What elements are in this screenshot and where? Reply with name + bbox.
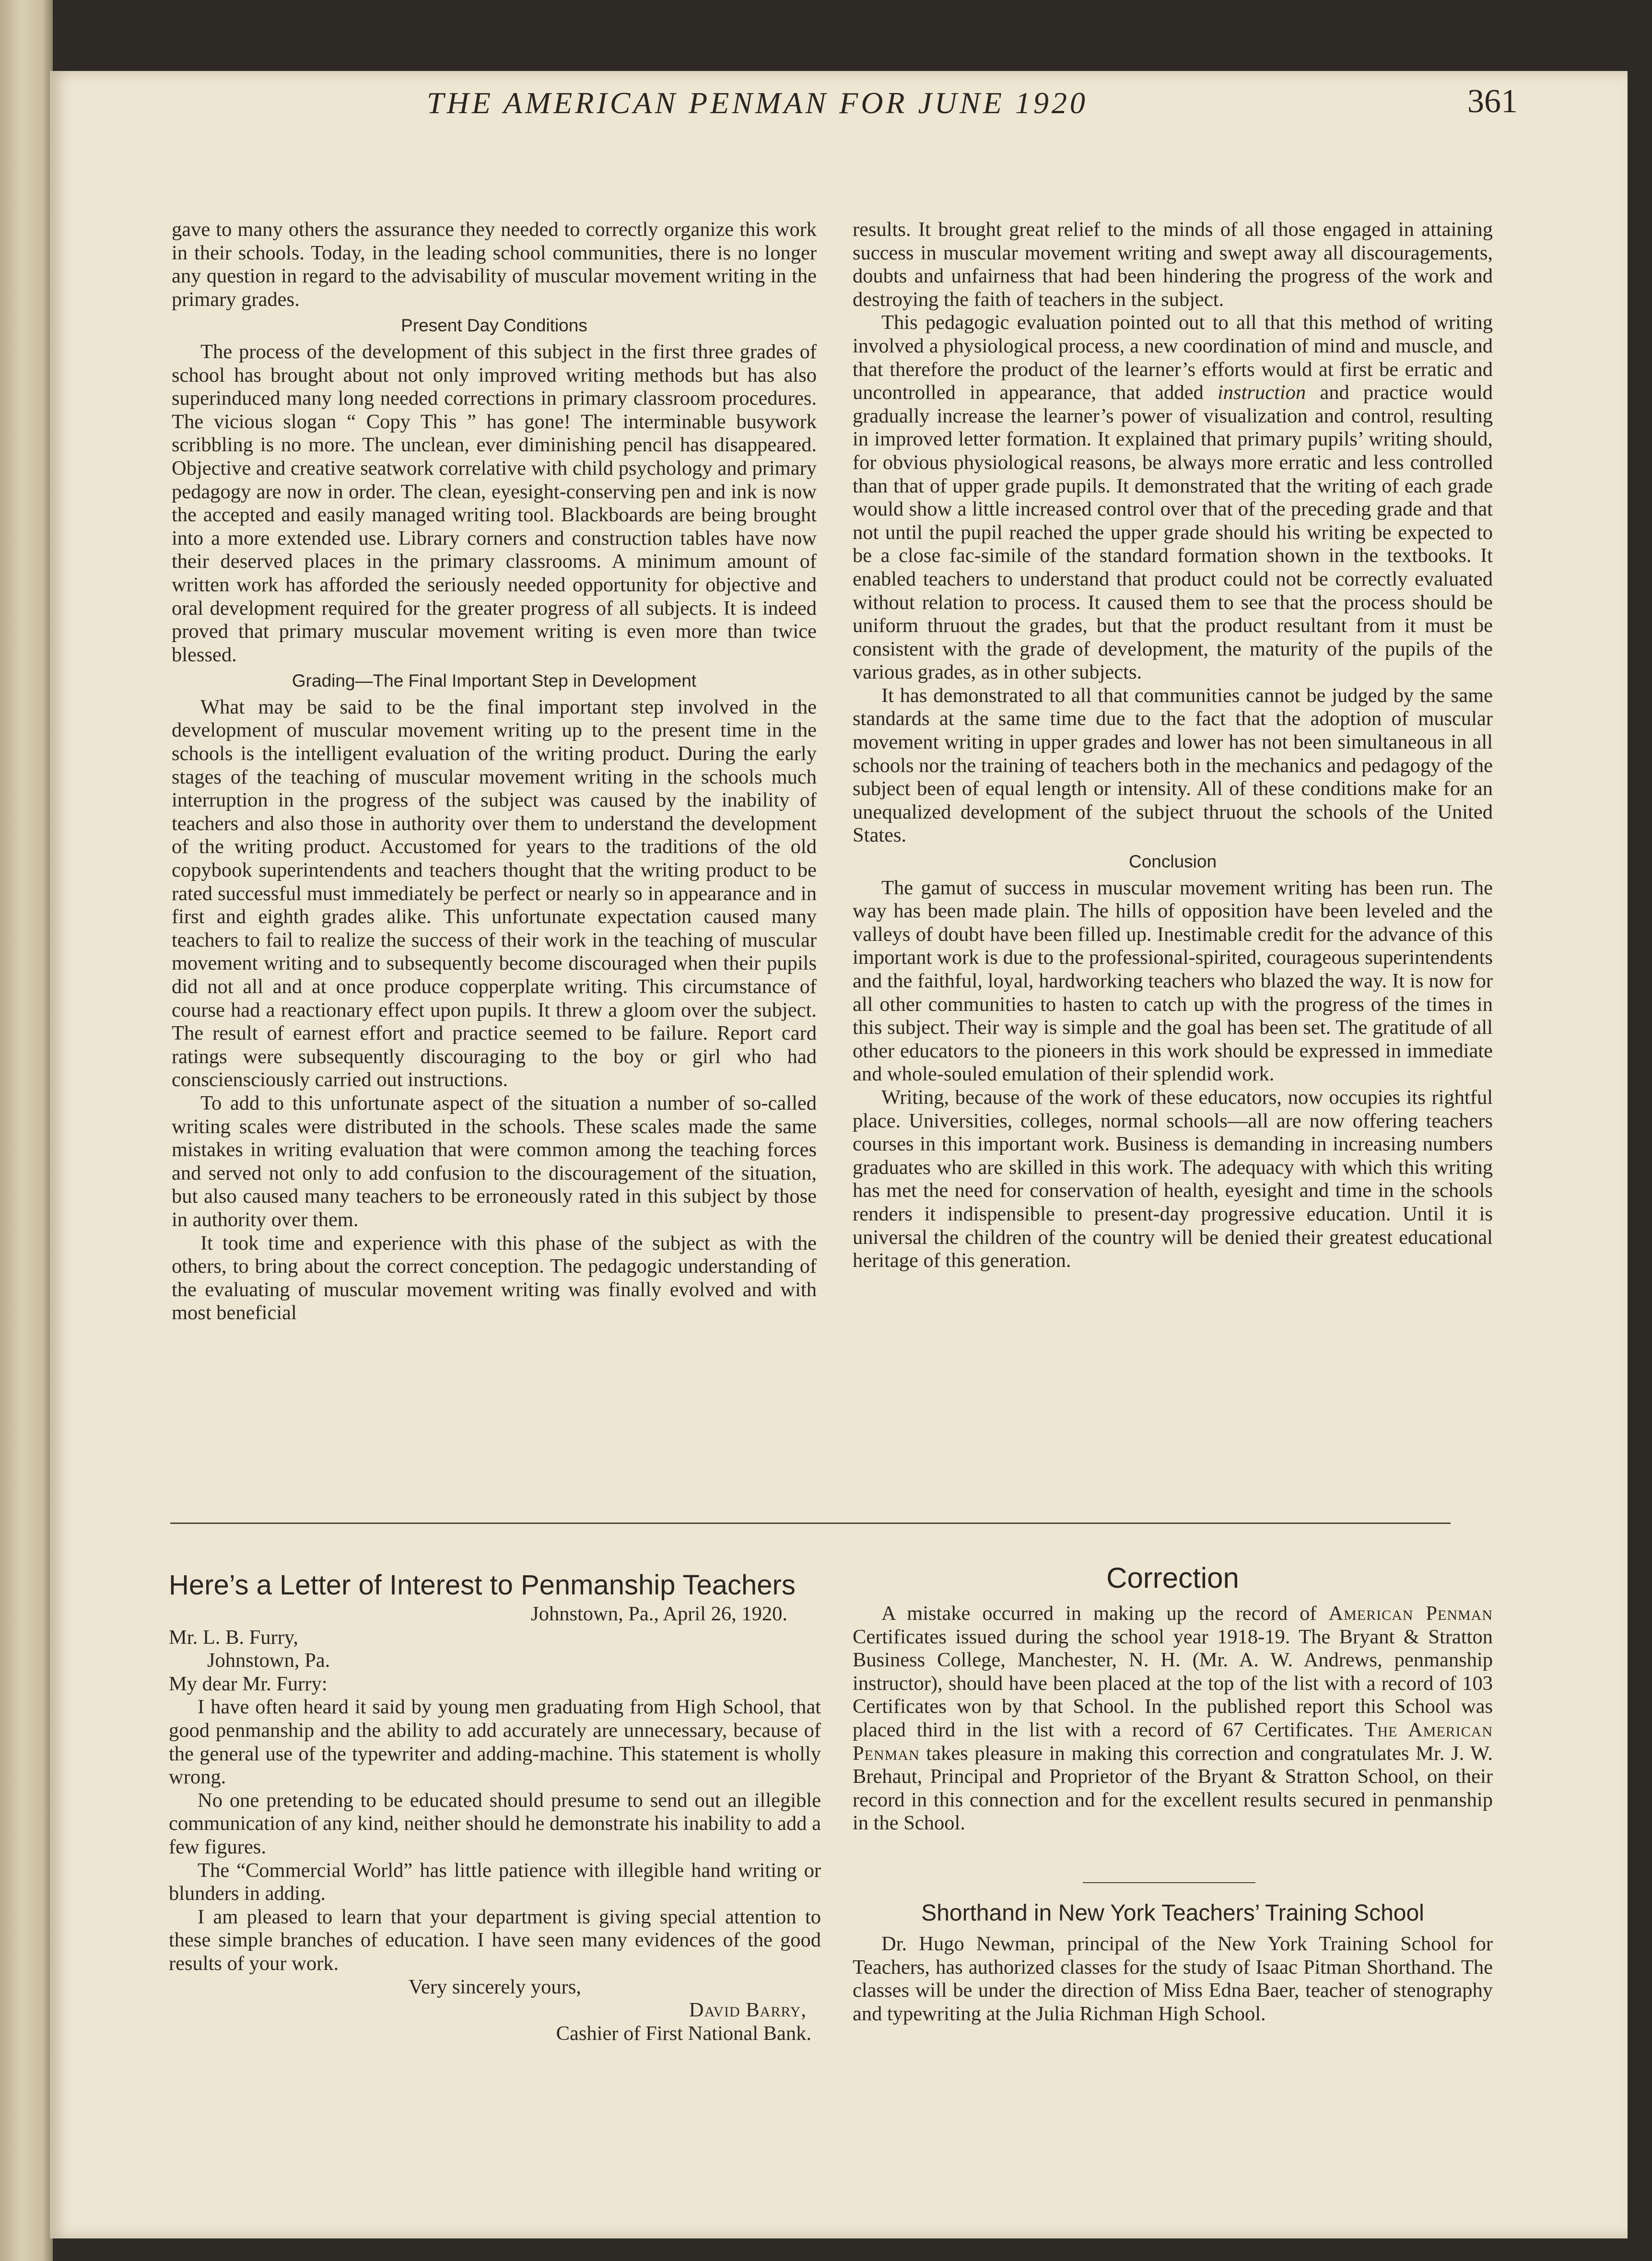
letter-closing: Very sincerely yours,	[409, 1975, 581, 1998]
text-run: This pedagogic evaluation pointed out to all that this method of writing involved a physiological process, a new coordination of mind and muscle, and that therefore the product of the learner’s efforts would at first be erratic and uncontrolled in appearance, that added	[853, 311, 1493, 404]
letter-salutation: My dear Mr. Furry:	[169, 1672, 328, 1695]
letter-signature: David Barry,	[689, 1999, 807, 2022]
correction-text	[853, 1602, 1493, 1835]
paragraph	[853, 311, 1493, 684]
publication-name: American Penman	[1328, 1602, 1493, 1625]
paragraph: What may be said to be the final important step involved in the development of muscular movement writing up to the present time in the schools is the intelligent evaluation of the writing product. During the early stages of the teaching of muscular movement writing in the schools much interruption in the progress of the subject was caused by the inability of teachers and also those in authority over them to understand the development of the writing product. Accustomed for years to the traditions of the old copybook superintendents and teachers thought that the writing product to be rated successful must immediately be perfect or nearly so in appearance and in first and eighth grades alike. This unfortunate expectation caused many teachers to fail to realize the success of their work in the teaching of muscular movement writing and to subsequently become discouraged when their pupils did not all and at once produce copperplate writing. This circumstance of course had a reactionary effect upon pupils. It threw a gloom over the subject. The result of earnest effort and practice seemed to be failure. Report card ratings were subsequently discouraging to the boy or girl who had consciensciously carried out instructions.	[172, 695, 817, 1091]
letter-paragraph: No one pretending to be educated should presume to send out an illegible communication of any kind, neither should he demonstrate his inability to add a few figures.	[169, 1789, 821, 1858]
paragraph: The gamut of success in muscular movement writing has been run. The way has been made plain. The hills of opposition have been leveled and the valleys of doubt have been filled up. Inestimable credit for the advance of this important work is due to the professional-spirited, courageous superintendents and the faithful, loyal, hardworking teachers who blazed the way. It is now for all other communities to hasten to catch up with the progress of the times in this subject. Their way is simple and the goal has been set. The gratitude of all other educators to the pioneers in this work should be expressed in immediate and whole-souled emulation of their splendid work.	[853, 876, 1493, 1086]
paragraph: It took time and experience with this phase of the subject as with the others, to bring about the correct conception. The pedagogic understanding of the evaluating of muscular movement writing was finally evolved and with most beneficial	[172, 1231, 817, 1324]
paragraph: It has demonstrated to all that communities cannot be judged by the same standards at the same time due to the fact that the adoption of muscular movement writing in upper grades and lower has not been simultaneous in all schools nor the training of teachers both in the mechanics and pedagogy of the subject been of equal length or intensity. All of these conditions make for an unequalized development of the subject thruout the schools of the United States.	[853, 684, 1493, 847]
letter-address: Johnstown, Pa.	[207, 1649, 330, 1672]
text-run: takes pleasure in making this correction and congratulates Mr. J. W. Brehaut, Principal and Proprietor of the Bryant & Stratton School, on their record in this connection and for the excellent results secured in penmanship in the School.	[853, 1742, 1493, 1835]
letter-title: Here’s a Letter of Interest to Penmanship Teachers	[169, 1570, 796, 1601]
subheading: Conclusion	[1128, 852, 1217, 872]
section-divider	[170, 1523, 1451, 1524]
text-run: and practice would gradually increase the learner’s power of visualization and control, resulting in improved letter formation. It explained that primary pupils’ writing should, for obvious physiological reasons, be always more erratic and less controlled than that of upper grade pupils. It demonstrated that the writing of each grade would show a little increased control over that of the preceding grade and that not until the pupil reached the upper grade should his writing be expected to be a close fac-simile of the standard formation shown in the textbooks. It enabled teachers to understand that product could not be correctly evaluated without relation to process. It caused them to see that the process should be uniform thruout the grades, but that the product resultant from it must be consistent with the grade of development, the maturity of the pupils of the various grades, as in other subjects.	[853, 381, 1493, 684]
running-title: THE AMERICAN PENMAN FOR JUNE 1920	[427, 86, 1088, 120]
paragraph: gave to many others the assurance they needed to correctly organize this work in their schools. Today, in the leading school communities, there is no longer any question in regard to the advisability of muscular movement writing in the primary grades.	[172, 218, 817, 311]
paragraph: results. It brought great relief to the minds of all those engaged in attaining success in muscular movement writing and swept away all discouragements, doubts and unfairness that had been hindering the progress of the work and destroying the faith of teachers in the subject.	[853, 218, 1493, 311]
paragraph: The process of the development of this subject in the first three grades of school has brought about not only improved writing methods but has also superinduced many long needed corrections in primary classroom procedures. The vicious slogan “ Copy This ” has gone! The interminable busywork scribbling is no more. The unclean, ever diminishing pencil has disappeared. Objective and creative seatwork correlative with child psychology and primary pedagogy are now in order. The clean, eyesight-conserving pen and ink is now the accepted and easily managed writing tool. Blackboards are being brought into a more extended use. Library corners and construction tables have now their deserved places in the primary classrooms. A minimum amount of written work has afforded the seriously needed opportunity for objective and oral development required for the greater progress of all subjects. It is indeed proved that primary muscular movement writing is even more than twice blessed.	[172, 340, 817, 666]
emphasis: instruction	[1218, 381, 1306, 404]
letter-paragraph: I am pleased to learn that your department is giving special attention to these simple branches of education. I have seen many evidences of the good results of your work.	[169, 1905, 821, 1975]
letter-paragraph: The “Commercial World” has little patience with illegible hand writing or blunders in adding.	[169, 1859, 821, 1905]
text-run: A mistake occurred in making up the record of	[881, 1602, 1329, 1625]
left-column	[172, 218, 817, 1325]
letter-addressee: Mr. L. B. Furry,	[169, 1626, 298, 1649]
letter-paragraph: I have often heard it said by young men graduating from High School, that good penmanship and the ability to add accurately are unnecessary, because of the general use of the typewriter and adding-machine. This statement is wholly wrong.	[169, 1696, 821, 1789]
shorthand-section	[853, 1899, 1493, 2026]
subheading: Grading—The Final Important Step in Development	[292, 671, 697, 691]
letter-signature-title: Cashier of First National Bank.	[556, 2022, 811, 2045]
subheading: Present Day Conditions	[401, 316, 587, 336]
book-spine	[0, 0, 53, 2261]
page-number: 361	[1467, 83, 1518, 120]
publication-name: The American Penman	[853, 1718, 1493, 1765]
correction-title: Correction	[1106, 1562, 1239, 1594]
correction-section	[853, 1561, 1493, 1835]
paragraph: Writing, because of the work of these educators, now occupies its rightful place. Universities, colleges, normal schools—all are now offering teachers courses in this important work. Business is demanding in increasing numbers graduates who are skilled in this work. The adequacy with which this writing has met the need for conservation of health, eyesight and time in the schools renders it indispensible to present-day progressive education. Until it is universal the children of the country will be denied their greatest educational heritage of this generation.	[853, 1086, 1493, 1272]
shorthand-title: Shorthand in New York Teachers’ Training School	[921, 1900, 1424, 1926]
text-run: Certificates issued during the school year 1918-19. The Bryant & Stratton Business College, Manchester, N. H. (Mr. A. W. Andrews, penmanship instructor), should have been placed at the top of the list with a record of 103 Certificates won by that School. In the published report this School was placed third in the list with a record of 67 Certificates.	[853, 1625, 1493, 1741]
right-column	[853, 218, 1493, 1273]
letter-dateline: Johnstown, Pa., April 26, 1920.	[531, 1603, 787, 1625]
short-divider	[1083, 1882, 1255, 1883]
shorthand-text: Dr. Hugo Newman, principal of the New York Training School for Teachers, has authorized classes for the study of Isaac Pitman Shorthand. The classes will be under the direction of Miss Edna Baer, teacher of stenography and typewriting at the Julia Richman High School.	[853, 1933, 1493, 2025]
paragraph: To add to this unfortunate aspect of the situation a number of so-called writing scales were distributed in the schools. These scales made the same mistakes in writing evaluation that were common among the teaching forces and served not only to add confusion to the discouragement of the situation, but also caused many teachers to be erroneously rated in this subject by those in authority over them.	[172, 1091, 817, 1231]
letter-section	[169, 1568, 821, 2045]
